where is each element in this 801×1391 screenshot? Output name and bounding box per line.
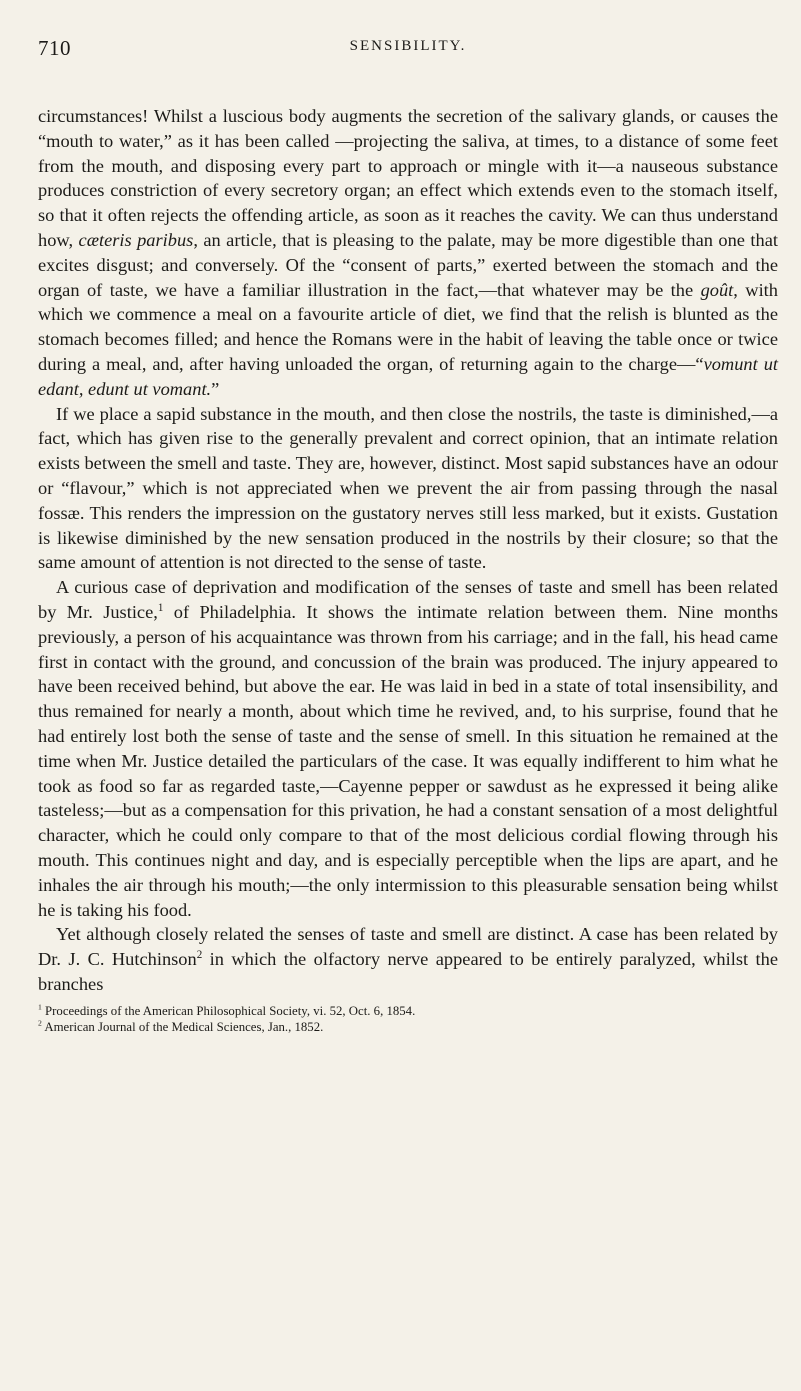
paragraph: A curious case of deprivation and modification of the senses of taste and smell has been related by Mr. Justice,$^1$ of Philadelphia. It shows the intimate relation between them. Nine months previously, a person of his acquaintance was thrown from his carriage; and in the fall, his head came first in contact with the ground, and concussion of the brain was produced. The injury appeared to have been received behind, but above the ear. He was laid in bed in a state of total insensibility, and thus remained for nearly a month, about which time he revived, and, to his surprise, found that he had entirely lost both the sense of taste and the sense of smell. In this situation he remained at the time when Mr. Justice detailed the particulars of the case. It was equally indifferent to him what he took as food so far as regarded taste,—Cayenne pepper or sawdust as he expressed it being alike tasteless;—but as a compensation for this privation, he had a constant sensation of a most delightful character, which he could only compare to that of the most delicious cordial flowing through his mouth. This continues night and day, and is especially perceptible when the lips are apart, and he inhales the air through his mouth;—the only intermission to this pleasurable sensation being whilst he is taking his food. [38,577,779,920]
paragraph: circumstances! Whilst a luscious body augments the secretion of the salivary glands, or causes the “mouth to water,” as it has been called —projecting the saliva, at times, to a distance of some feet from the mouth, and disposing every part to approach or mingle with it—a nauseous substance produces constriction of every secretory organ; an effect which extends even to the stomach itself, so that it often rejects the offending article, as soon as it reaches the cavity. We can thus understand how, cæteris paribus, an article, that is pleasing to the palate, may be more digestible than one that excites disgust; and conversely. Of the “consent of parts,” exerted between the stomach and the organ of taste, we have a familiar illustration in the fact,—that whatever may be the goût, with which we commence a meal on a favourite article of diet, we find that the relish is blunted as the stomach becomes filled; and hence the Romans were in the habit of leaving the table once or twice during a meal, and, after having unloaded the organ, of returning again to the charge—“vomunt ut edant, edunt ut vomant.” [38,106,778,399]
footnote-reference: 1 [157,601,164,614]
footnote-text: American Journal of the Medical Sciences, Jan., 1852. [44,1020,324,1035]
footnote-marker: 2 [38,1018,42,1028]
footnote-reference: 2 [196,948,203,961]
footnote-text: Proceedings of the American Philosophical Society, vi. 52, Oct. 6, 1854. [45,1003,416,1018]
footnote [38,1003,778,1020]
page-number: 710 [38,36,71,60]
italic-phrase: vomunt ut edant, edunt ut vomant. [38,353,778,399]
italic-phrase: cæteris paribus [78,229,194,250]
paragraph: If we place a sapid substance in the mouth, and then close the nostrils, the taste is diminished,—a fact, which has given rise to the generally prevalent and correct opinion, that an intimate relation exists between the smell and taste. They are, however, distinct. Most sapid substances have an odour or “flavour,” which is not appreciated when we prevent the air from passing through the nasal fossæ. This renders the impression on the gustatory nerves still less marked, but it exists. Gustation is likewise diminished by the new sensation produced in the nostrils by their closure; so that the same amount of attention is not directed to the sense of taste. [38,403,778,573]
paragraph: Yet although closely related the senses of taste and smell are distinct. A case has been related by Dr. J. C. Hutchinson$^2$ in which the olfactory nerve appeared to be entirely paralyzed, whilst the branches [38,924,779,994]
footnote [38,1019,778,1036]
body-text [38,104,778,997]
book-page [38,36,778,1366]
italic-phrase: goût [700,279,734,300]
footnotes [38,1003,778,1036]
page-header [38,36,778,82]
footnote-marker: 1 [38,1002,42,1012]
running-title: SENSIBILITY. [349,38,467,54]
